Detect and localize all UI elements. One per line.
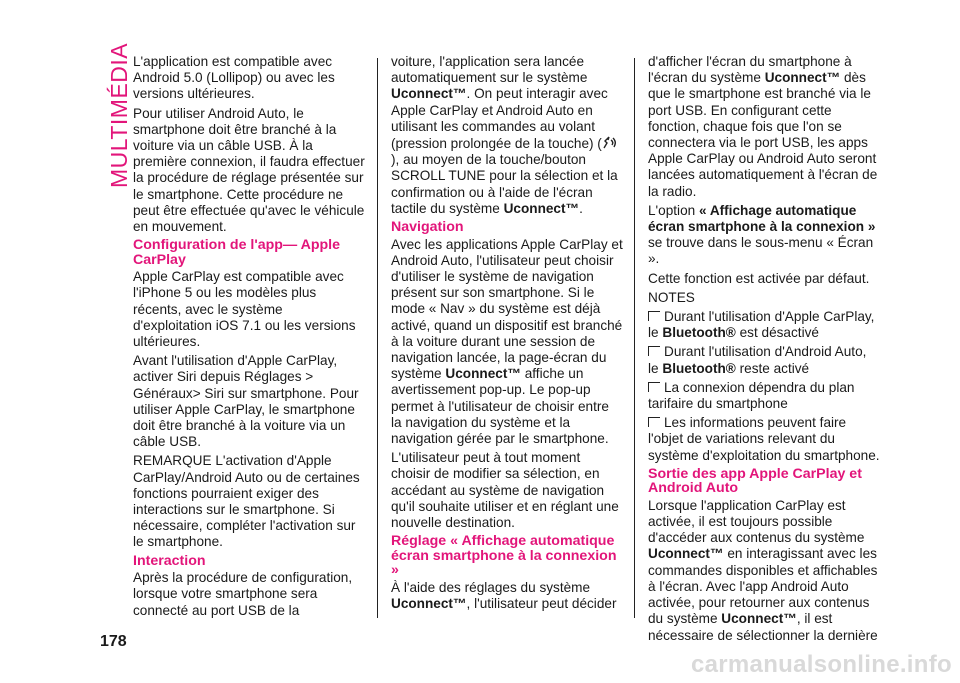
brand-uconnect: Uconnect™ [391,595,467,611]
brand-bluetooth: Bluetooth® [662,360,736,376]
brand-uconnect: Uconnect™ [391,86,467,102]
column-3 [648,54,880,647]
brand-bluetooth: Bluetooth® [662,325,736,341]
paragraph: Avec les applications Apple CarPlay et Android Auto, l'utilisateur peut choisir d'utiliser le système de navigation présent sur son smartphone. Si le mode « Nav » du système est déjà activé, quand un dispositif est branché à la voiture durant une session de navigation lancée, la page-écran du système Uconnect™ affiche un avertissement pop-up. Le pop-up permet à l'utilisateur de choisir entre la navigation du système et la navigation gérée par le smartphone. [391,236,623,446]
brand-uconnect: Uconnect™ [648,546,724,562]
heading-auto-display-setting: Réglage « Affichage automatique écran smartphone à la connexion » [391,533,617,579]
note-bullet-icon [648,346,660,356]
watermark: carmanualsonline.info [690,651,952,678]
paragraph: Lorsque l'application CarPlay est activée, il est toujours possible d'accéder aux contenus du système Uconnect™ en interagissant avec les commandes disponibles et affichables à l'écran. Avec l'app Android Auto activée, pour retourner aux contenus du système Uconnect™, il est nécessaire de sélectionner la dernière [648,497,878,643]
note-bullet-icon [648,417,660,427]
paragraph: voiture, l'application sera lancée automatiquement sur le système Uconnect™. On peut interagir avec Apple CarPlay et Android Auto en utilisant les commandes au volant (pression prolongée de la touche) (), au moyen de la touche/bouton SCROLL TUNE pour la sélection et la confirmation ou à l'aide de l'écran tactile du système Uconnect™. [391,54,618,216]
brand-uconnect: Uconnect™ [764,70,841,86]
heading-exit-apps: Sortie des app Apple CarPlay et Android Auto [648,465,862,497]
paragraph: Cette fonction est activée par défaut. [648,270,870,286]
paragraph: Apple CarPlay est compatible avec l'iPhone 5 ou les modèles plus récents, avec le système d'exploitation iOS 7.1 ou les versions ultérieures. [133,269,356,350]
paragraph: L'option « Affichage automatique écran smartphone à la connexion » se trouve dans le sous-menu « Écran ». [648,202,876,267]
note-item: La connexion dépendra du plan tarifaire du smartphone [648,379,855,412]
note-item: Les informations peuvent faire l'objet de variations relevant du système d'exploitation du smartphone. [648,415,880,463]
note-bullet-icon [648,382,660,392]
note-bullet-icon [648,311,660,321]
option-name: « Affichage automatique écran smartphone à la connexion » [648,202,876,235]
column-divider [634,58,635,618]
brand-uconnect: Uconnect™ [721,611,797,627]
paragraph: Avant l'utilisation d'Apple CarPlay, activer Siri depuis Réglages > Généraux> Siri sur smartphone. Pour utiliser Apple CarPlay, le smartphone doit être branché à la voiture via un câble USB. [133,353,359,450]
column-divider [377,58,378,618]
section-tab [86,42,132,188]
paragraph: L'utilisateur peut à tout moment choisir de modifier sa sélection, en accédant au système de navigation qu'il souhaite utiliser et en réglant une nouvelle destination. [391,450,619,530]
paragraph: Après la procédure de configuration, lorsque votre smartphone sera connecté au port USB de la [133,570,353,618]
notes-title: NOTES [648,289,695,305]
paragraph: L'application est compatible avec Android 5.0 (Lollipop) ou avec les versions ultérieures. [133,54,335,102]
paragraph: Pour utiliser Android Auto, le smartphone doit être branché à la voiture via un câble USB. À la première connexion, il faudra effectuer la procédure de réglage présentée sur le smartphone. Cette procédure ne peut être effectuée qu'avec le véhicule en mouvement. [133,105,365,235]
column-2 [391,54,623,615]
paragraph-remark: REMARQUE L'activation d'Apple CarPlay/Android Auto ou de certaines fonctions pourraient exiger des interactions sur le smartphone. Si nécessaire, compléter l'activation sur le smartphone. [133,453,360,550]
heading-navigation: Navigation [391,219,464,236]
note-item: Durant l'utilisation d'Apple CarPlay, le Bluetooth® est désactivé [648,309,875,341]
paragraph: À l'aide des réglages du système Uconnect™, l'utilisateur peut décider [391,579,617,611]
heading-interaction: Interaction [133,552,206,569]
section-tab-label: MULTIMÉDIA [106,42,132,188]
page-number: 178 [100,633,127,650]
brand-uconnect: Uconnect™ [445,366,521,382]
note-item: Durant l'utilisation d'Android Auto, le Bluetooth® reste activé [648,344,867,376]
voice-command-icon [602,135,616,150]
column-1 [133,54,365,622]
brand-uconnect: Uconnect™ [503,200,580,216]
heading-apple-carplay-config: Configuration de l'app— Apple CarPlay [133,237,340,268]
paragraph: d'afficher l'écran du smartphone à l'écran du système Uconnect™ dès que le smartphone est branché via le port USB. En configurant cette fonction, chaque fois que l'on se connectera via le port USB, les apps Apple CarPlay ou Android Auto seront lancées automatiquement à l'écran de la radio. [648,54,878,199]
